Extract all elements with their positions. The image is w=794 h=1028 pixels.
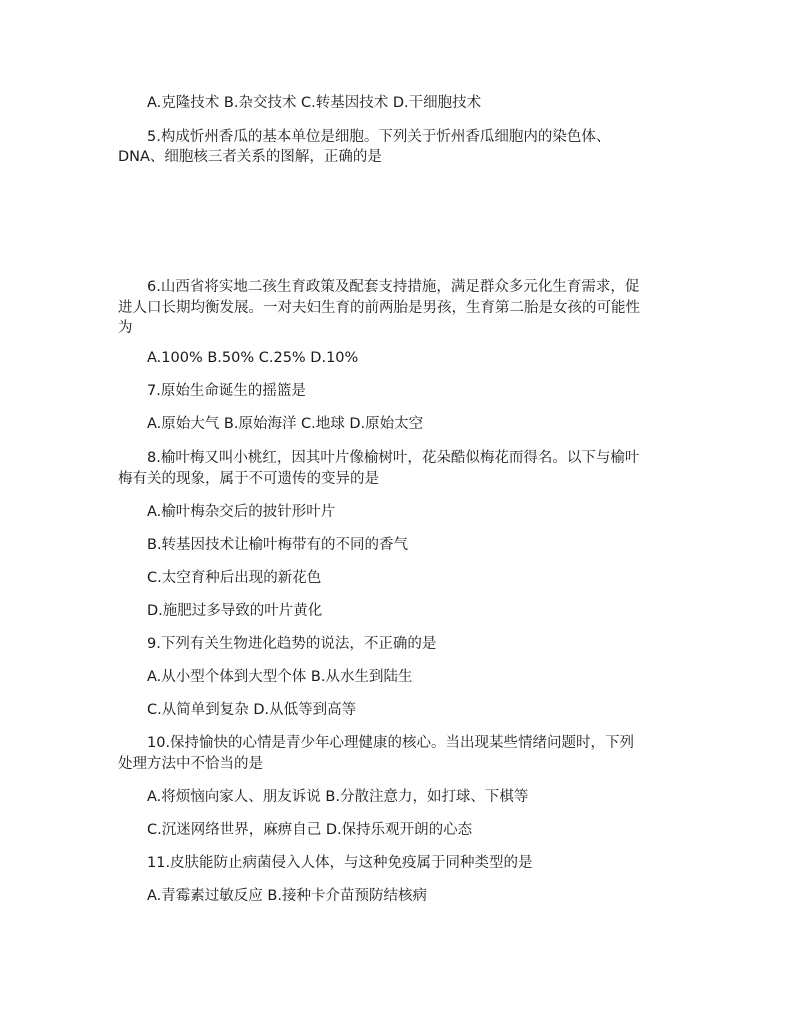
q11-options-ab: A.青霉素过敏反应 B.接种卡介苗预防结核病 xyxy=(147,888,427,904)
q8-stem-line2: 梅有关的现象，属于不可遗传的变异的是 xyxy=(118,471,379,487)
q6-options: A.100% B.50% C.25% D.10% xyxy=(147,350,359,366)
q9-stem: 9.下列有关生物进化趋势的说法，不正确的是 xyxy=(147,636,437,652)
q9-options-cd: C.从简单到复杂 D.从低等到高等 xyxy=(147,702,357,718)
q8-stem-line1: 8.榆叶梅又叫小桃红，因其叶片像榆树叶，花朵酷似梅花而得名。以下与榆叶 xyxy=(147,450,640,466)
q4-options: A.克隆技术 B.杂交技术 C.转基因技术 D.干细胞技术 xyxy=(147,95,482,111)
q6-stem-line3: 为 xyxy=(118,320,133,336)
q9-options-ab: A.从小型个体到大型个体 B.从水生到陆生 xyxy=(147,669,413,685)
q8-option-c: C.太空育种后出现的新花色 xyxy=(147,570,322,586)
q5-stem-line1: 5.构成忻州香瓜的基本单位是细胞。下列关于忻州香瓜细胞内的染色体、 xyxy=(147,129,611,145)
q10-stem-line2: 处理方法中不恰当的是 xyxy=(118,756,263,772)
q8-option-b: B.转基因技术让榆叶梅带有的不同的香气 xyxy=(147,537,409,553)
q11-stem: 11.皮肤能防止病菌侵入人体，与这种免疫属于同种类型的是 xyxy=(147,855,533,871)
q10-stem-line1: 10.保持愉快的心情是青少年心理健康的核心。当出现某些情绪问题时，下列 xyxy=(147,735,635,751)
q7-stem: 7.原始生命诞生的摇篮是 xyxy=(147,383,306,399)
q7-options: A.原始大气 B.原始海洋 C.地球 D.原始太空 xyxy=(147,416,424,432)
q6-stem-line1: 6.山西省将实地二孩生育政策及配套支持措施，满足群众多元化生育需求，促 xyxy=(147,279,640,295)
q8-option-d: D.施肥过多导致的叶片黄化 xyxy=(147,603,323,619)
q5-stem-line2: DNA、细胞核三者关系的图解，正确的是 xyxy=(118,149,382,165)
q6-stem-line2: 进人口长期均衡发展。一对夫妇生育的前两胎是男孩，生育第二胎是女孩的可能性 xyxy=(118,300,640,316)
q8-option-a: A.榆叶梅杂交后的披针形叶片 xyxy=(147,504,336,520)
q10-options-cd: C.沉迷网络世界，麻痹自己 D.保持乐观开朗的心态 xyxy=(147,822,473,838)
q10-options-ab: A.将烦恼向家人、朋友诉说 B.分散注意力，如打球、下棋等 xyxy=(147,789,529,805)
